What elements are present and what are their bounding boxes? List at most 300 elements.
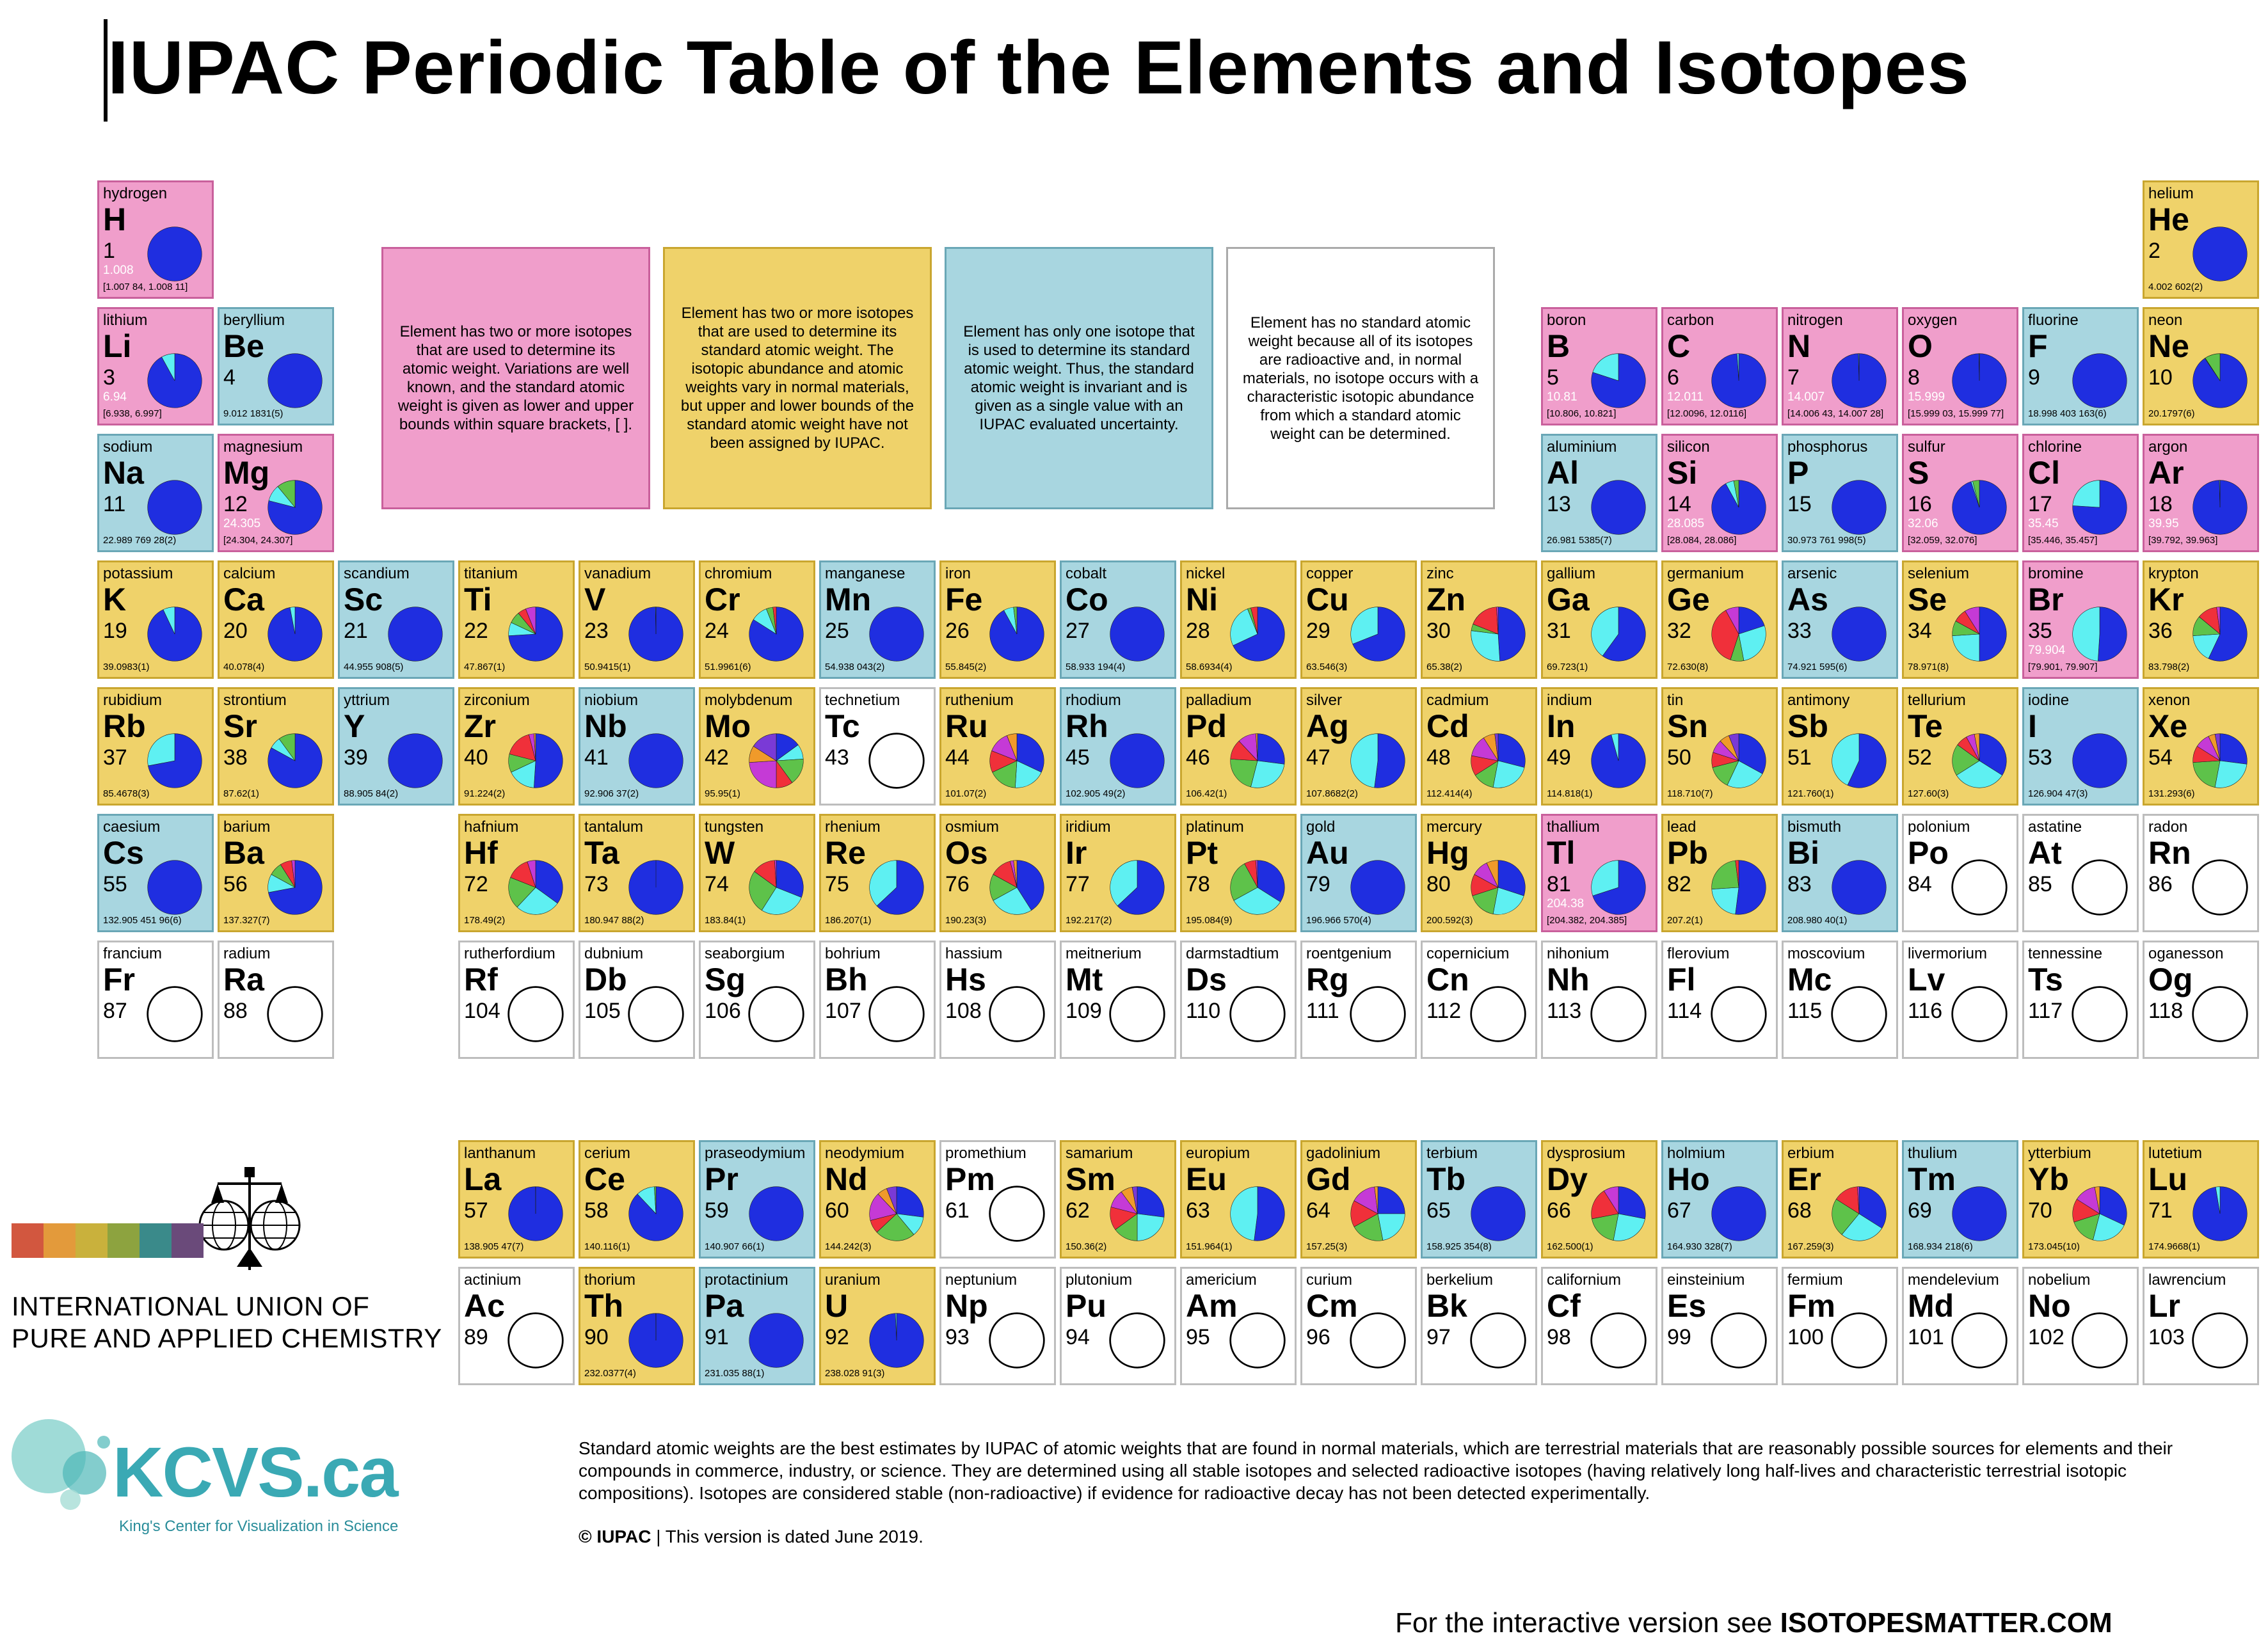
element-symbol: Eu xyxy=(1186,1161,1227,1197)
weight-bounds: 101.07(2) xyxy=(945,788,987,799)
atomic-number: 17 xyxy=(2028,492,2052,516)
element-name: krypton xyxy=(2148,565,2199,582)
element-sc[interactable] xyxy=(338,560,454,679)
element-symbol: Ru xyxy=(945,708,988,744)
element-symbol: Po xyxy=(1908,835,1949,871)
iupac-color-stripes xyxy=(12,1223,204,1261)
isotope-pie-chart xyxy=(1348,1311,1407,1370)
element-kr[interactable] xyxy=(2143,560,2259,679)
element-symbol: Ts xyxy=(2028,962,2063,997)
isotope-pie-chart xyxy=(747,1311,806,1370)
weight-bounds: [79.901, 79.907] xyxy=(2028,662,2098,672)
element-es[interactable] xyxy=(1661,1267,1778,1385)
element-symbol: Mn xyxy=(825,582,872,617)
atomic-number: 28 xyxy=(1186,619,1210,643)
element-zn[interactable] xyxy=(1421,560,1537,679)
element-ru[interactable] xyxy=(939,687,1056,806)
atomic-number: 16 xyxy=(1908,492,1932,516)
iupac-name-line2: PURE AND APPLIED CHEMISTRY xyxy=(12,1323,442,1353)
element-fr[interactable] xyxy=(97,941,214,1059)
element-symbol: Sc xyxy=(344,582,383,617)
element-symbol: Np xyxy=(945,1288,988,1324)
element-se[interactable] xyxy=(1902,560,2018,679)
isotope-pie-chart xyxy=(506,1184,565,1243)
isotope-pie-chart xyxy=(747,858,806,917)
standard-weight: 79.904 xyxy=(2028,644,2066,657)
weight-bounds: [14.006 43, 14.007 28] xyxy=(1787,408,1884,419)
atomic-number: 62 xyxy=(1066,1198,1090,1223)
element-hg[interactable] xyxy=(1421,814,1537,932)
element-symbol: Bk xyxy=(1426,1288,1467,1324)
element-re[interactable] xyxy=(819,814,936,932)
empty-pie xyxy=(1471,987,1526,1042)
element-lr[interactable] xyxy=(2143,1267,2259,1385)
element-name: scandium xyxy=(344,565,410,582)
kcvs-logo-text: KCVS.ca xyxy=(113,1433,397,1512)
element-rb[interactable] xyxy=(97,687,214,806)
empty-pie xyxy=(1832,987,1887,1042)
element-h[interactable] xyxy=(97,180,214,299)
weight-bounds: [6.938, 6.997] xyxy=(103,408,162,419)
element-rn[interactable] xyxy=(2143,814,2259,932)
atomic-number: 29 xyxy=(1306,619,1330,643)
empty-pie xyxy=(1592,1314,1646,1368)
element-np[interactable] xyxy=(939,1267,1056,1385)
element-as[interactable] xyxy=(1782,560,1898,679)
element-xe[interactable] xyxy=(2143,687,2259,806)
element-pm[interactable] xyxy=(939,1140,1056,1259)
isotope-pie-chart xyxy=(1830,731,1889,790)
element-name: actinium xyxy=(464,1271,522,1289)
element-tc[interactable] xyxy=(819,687,936,806)
standard-weight: 32.06 xyxy=(1908,517,1938,530)
weight-bounds: 51.9961(6) xyxy=(705,662,751,672)
isotope-pie-chart xyxy=(2070,1311,2129,1370)
isotope-slice xyxy=(1351,861,1405,915)
element-la[interactable] xyxy=(458,1140,575,1259)
element-cf[interactable] xyxy=(1541,1267,1657,1385)
isotope-pie-chart xyxy=(1469,1184,1528,1243)
copyright xyxy=(579,1527,923,1547)
element-ts[interactable] xyxy=(2022,941,2139,1059)
atomic-number: 24 xyxy=(705,619,729,643)
element-bk[interactable] xyxy=(1421,1267,1537,1385)
weight-bounds: 91.224(2) xyxy=(464,788,506,799)
element-name: tungsten xyxy=(705,818,764,836)
element-po[interactable] xyxy=(1902,814,2018,932)
element-li[interactable] xyxy=(97,307,214,425)
empty-pie xyxy=(268,987,323,1042)
element-b[interactable] xyxy=(1541,307,1657,425)
element-rg[interactable] xyxy=(1300,941,1417,1059)
isotope-pie-chart xyxy=(145,225,204,283)
element-hs[interactable] xyxy=(939,941,1056,1059)
element-symbol: Cu xyxy=(1306,582,1349,617)
element-name: neon xyxy=(2148,312,2183,329)
atomic-number: 70 xyxy=(2028,1198,2052,1223)
isotope-slice xyxy=(2220,734,2247,765)
element-symbol: K xyxy=(103,582,127,617)
element-name: carbon xyxy=(1667,312,1714,329)
isotope-slice xyxy=(1832,861,1887,915)
atomic-number: 31 xyxy=(1547,619,1571,643)
element-al[interactable] xyxy=(1541,434,1657,552)
isotope-slice xyxy=(629,734,683,788)
element-symbol: Bi xyxy=(1787,835,1819,871)
element-mo[interactable] xyxy=(699,687,815,806)
element-eu[interactable] xyxy=(1180,1140,1297,1259)
element-rf[interactable] xyxy=(458,941,575,1059)
element-name: barium xyxy=(223,818,271,836)
isotope-pie-chart xyxy=(867,1311,926,1370)
element-symbol: Ce xyxy=(584,1161,625,1197)
copyright-date: | This version is dated June 2019. xyxy=(651,1527,923,1546)
atomic-number: 106 xyxy=(705,999,741,1023)
atomic-number: 105 xyxy=(584,999,621,1023)
element-pt[interactable] xyxy=(1180,814,1297,932)
element-symbol: Pd xyxy=(1186,708,1227,744)
element-cu[interactable] xyxy=(1300,560,1417,679)
element-am[interactable] xyxy=(1180,1267,1297,1385)
element-symbol: Au xyxy=(1306,835,1349,871)
isotope-slice xyxy=(2215,761,2247,788)
weight-bounds: 87.62(1) xyxy=(223,788,259,799)
isotope-pie-chart xyxy=(1950,985,2009,1044)
element-k[interactable] xyxy=(97,560,214,679)
element-w[interactable] xyxy=(699,814,815,932)
empty-pie xyxy=(2073,1314,2127,1368)
atomic-number: 38 xyxy=(223,745,248,770)
element-pr[interactable] xyxy=(699,1140,815,1259)
isotope-slice xyxy=(1110,734,1165,788)
atomic-number: 81 xyxy=(1547,872,1571,896)
atomic-number: 87 xyxy=(103,999,127,1023)
element-name: gold xyxy=(1306,818,1336,836)
element-ga[interactable] xyxy=(1541,560,1657,679)
isotope-slice xyxy=(749,1314,804,1368)
element-o[interactable] xyxy=(1902,307,2018,425)
element-be[interactable] xyxy=(218,307,334,425)
element-tb[interactable] xyxy=(1421,1140,1537,1259)
isotope-slice xyxy=(1231,1187,1258,1241)
element-rh[interactable] xyxy=(1060,687,1176,806)
element-symbol: Se xyxy=(1908,582,1947,617)
empty-pie xyxy=(1953,1314,2007,1368)
legend-pink xyxy=(381,247,650,509)
weight-bounds: 232.0377(4) xyxy=(584,1368,636,1379)
kcvs-logo-icon xyxy=(9,1410,118,1519)
element-fm[interactable] xyxy=(1782,1267,1898,1385)
isotope-slice xyxy=(2193,227,2248,282)
element-symbol: Pt xyxy=(1186,835,1218,871)
element-pb[interactable] xyxy=(1661,814,1778,932)
element-v[interactable] xyxy=(579,560,695,679)
element-sb[interactable] xyxy=(1782,687,1898,806)
isotope-slice xyxy=(897,1187,923,1218)
element-symbol: Sr xyxy=(223,708,257,744)
element-sg[interactable] xyxy=(699,941,815,1059)
element-si[interactable] xyxy=(1661,434,1778,552)
atomic-number: 101 xyxy=(1908,1325,1944,1349)
element-lu[interactable] xyxy=(2143,1140,2259,1259)
element-symbol: La xyxy=(464,1161,502,1197)
empty-pie xyxy=(1231,1314,1285,1368)
element-y[interactable] xyxy=(338,687,454,806)
element-bi[interactable] xyxy=(1782,814,1898,932)
element-tl[interactable] xyxy=(1541,814,1657,932)
isotope-pie-chart xyxy=(506,858,565,917)
element-ni[interactable] xyxy=(1180,560,1297,679)
element-db[interactable] xyxy=(579,941,695,1059)
weight-bounds: 74.921 595(6) xyxy=(1787,662,1848,672)
element-ir[interactable] xyxy=(1060,814,1176,932)
isotope-pie-chart xyxy=(506,731,565,790)
isotope-slice xyxy=(1375,734,1405,788)
element-cm[interactable] xyxy=(1300,1267,1417,1385)
element-cl[interactable] xyxy=(2022,434,2139,552)
element-i[interactable] xyxy=(2022,687,2139,806)
element-os[interactable] xyxy=(939,814,1056,932)
element-symbol: Sm xyxy=(1066,1161,1115,1197)
atomic-number: 19 xyxy=(103,619,127,643)
element-symbol: Tm xyxy=(1908,1161,1956,1197)
weight-bounds: 44.955 908(5) xyxy=(344,662,404,672)
isotope-pie-chart xyxy=(1228,1311,1287,1370)
element-symbol: Mc xyxy=(1787,962,1832,997)
weight-bounds: 112.414(4) xyxy=(1426,788,1473,799)
element-nb[interactable] xyxy=(579,687,695,806)
element-symbol: Sn xyxy=(1667,708,1708,744)
element-symbol: Ar xyxy=(2148,455,2184,491)
atomic-number: 15 xyxy=(1787,492,1812,516)
atomic-number: 93 xyxy=(945,1325,970,1349)
element-er[interactable] xyxy=(1782,1140,1898,1259)
element-name: aluminium xyxy=(1547,438,1617,456)
isotope-slice xyxy=(2073,354,2127,408)
element-ta[interactable] xyxy=(579,814,695,932)
isotope-pie-chart xyxy=(987,858,1046,917)
isotope-pie-chart xyxy=(867,858,926,917)
atomic-number: 96 xyxy=(1306,1325,1330,1349)
atomic-number: 30 xyxy=(1426,619,1451,643)
isotope-pie-chart xyxy=(1108,1311,1167,1370)
element-symbol: Rb xyxy=(103,708,146,744)
element-name: livermorium xyxy=(1908,945,1988,962)
element-symbol: As xyxy=(1787,582,1828,617)
element-co[interactable] xyxy=(1060,560,1176,679)
isotope-pie-chart xyxy=(987,605,1046,663)
element-in[interactable] xyxy=(1541,687,1657,806)
element-n[interactable] xyxy=(1782,307,1898,425)
element-mc[interactable] xyxy=(1782,941,1898,1059)
element-no[interactable] xyxy=(2022,1267,2139,1385)
isotope-pie-chart xyxy=(145,478,204,537)
element-cn[interactable] xyxy=(1421,941,1537,1059)
element-dy[interactable] xyxy=(1541,1140,1657,1259)
weight-bounds: 186.207(1) xyxy=(825,915,872,926)
element-sn[interactable] xyxy=(1661,687,1778,806)
element-name: lead xyxy=(1667,818,1697,836)
element-symbol: F xyxy=(2028,328,2048,364)
element-symbol: Og xyxy=(2148,962,2193,997)
element-og[interactable] xyxy=(2143,941,2259,1059)
element-tm[interactable] xyxy=(1902,1140,2018,1259)
element-name: radon xyxy=(2148,818,2188,836)
weight-bounds: [35.446, 35.457] xyxy=(2028,535,2098,546)
element-au[interactable] xyxy=(1300,814,1417,932)
isotope-pie-chart xyxy=(1469,985,1528,1044)
element-cs[interactable] xyxy=(97,814,214,932)
element-name: hafnium xyxy=(464,818,519,836)
legend-white-text: Element has no standard atomic weight because all of its isotopes are radioactive and, in normal materials, no isotope occurs with a characteristic isotopic abundance from which a standard atomic weight can be determined. xyxy=(1242,314,1479,443)
element-fl[interactable] xyxy=(1661,941,1778,1059)
element-name: germanium xyxy=(1667,565,1745,582)
empty-pie xyxy=(2193,987,2248,1042)
weight-bounds: 144.242(3) xyxy=(825,1241,872,1252)
element-ca[interactable] xyxy=(218,560,334,679)
element-c[interactable] xyxy=(1661,307,1778,425)
weight-bounds: 40.078(4) xyxy=(223,662,265,672)
isotope-pie-chart xyxy=(1830,351,1889,410)
empty-pie xyxy=(1351,1314,1405,1368)
element-ti[interactable] xyxy=(458,560,575,679)
element-symbol: Mo xyxy=(705,708,751,744)
atomic-number: 73 xyxy=(584,872,609,896)
atomic-number: 83 xyxy=(1787,872,1812,896)
element-hf[interactable] xyxy=(458,814,575,932)
weight-bounds: [24.304, 24.307] xyxy=(223,535,293,546)
weight-bounds: 18.998 403 163(6) xyxy=(2028,408,2107,419)
atomic-number: 103 xyxy=(2148,1325,2185,1349)
isotope-pie-chart xyxy=(1709,1311,1768,1370)
element-br[interactable] xyxy=(2022,560,2139,679)
element-symbol: Y xyxy=(344,708,365,744)
weight-bounds: 137.327(7) xyxy=(223,915,270,926)
isotope-pie-chart xyxy=(1589,478,1648,537)
element-u[interactable] xyxy=(819,1267,936,1385)
element-pa[interactable] xyxy=(699,1267,815,1385)
isotope-slice xyxy=(1618,1187,1645,1219)
element-th[interactable] xyxy=(579,1267,695,1385)
weight-bounds: 20.1797(6) xyxy=(2148,408,2195,419)
element-pu[interactable] xyxy=(1060,1267,1176,1385)
element-ge[interactable] xyxy=(1661,560,1778,679)
isotope-pie-chart xyxy=(2191,1311,2249,1370)
element-ar[interactable] xyxy=(2143,434,2259,552)
atomic-number: 6 xyxy=(1667,365,1679,390)
element-fe[interactable] xyxy=(939,560,1056,679)
element-name: rhodium xyxy=(1066,692,1121,709)
element-name: mercury xyxy=(1426,818,1482,836)
element-name: magnesium xyxy=(223,438,303,456)
element-symbol: Th xyxy=(584,1288,624,1324)
element-ba[interactable] xyxy=(218,814,334,932)
element-na[interactable] xyxy=(97,434,214,552)
element-symbol: B xyxy=(1547,328,1570,364)
element-nd[interactable] xyxy=(819,1140,936,1259)
element-cr[interactable] xyxy=(699,560,815,679)
weight-bounds: [32.059, 32.076] xyxy=(1908,535,1977,546)
isotope-slice xyxy=(388,607,443,662)
element-he[interactable] xyxy=(2143,180,2259,299)
weight-bounds: 162.500(1) xyxy=(1547,1241,1593,1252)
element-ds[interactable] xyxy=(1180,941,1297,1059)
element-name: gadolinium xyxy=(1306,1145,1381,1162)
element-f[interactable] xyxy=(2022,307,2139,425)
element-name: zinc xyxy=(1426,565,1454,582)
atomic-number: 9 xyxy=(2028,365,2040,390)
element-symbol: Na xyxy=(103,455,144,491)
element-sr[interactable] xyxy=(218,687,334,806)
element-mt[interactable] xyxy=(1060,941,1176,1059)
atomic-number: 113 xyxy=(1547,999,1582,1023)
isotope-pie-chart xyxy=(747,1184,806,1243)
isotope-pie-chart xyxy=(145,605,204,663)
element-symbol: Tb xyxy=(1426,1161,1466,1197)
element-s[interactable] xyxy=(1902,434,2018,552)
element-md[interactable] xyxy=(1902,1267,2018,1385)
isotope-slice xyxy=(749,1187,804,1241)
weight-bounds: [39.792, 39.963] xyxy=(2148,535,2218,546)
element-gd[interactable] xyxy=(1300,1140,1417,1259)
element-bh[interactable] xyxy=(819,941,936,1059)
element-ra[interactable] xyxy=(218,941,334,1059)
element-mg[interactable] xyxy=(218,434,334,552)
isotope-pie-chart xyxy=(747,731,806,790)
element-cd[interactable] xyxy=(1421,687,1537,806)
stripe-swatch xyxy=(140,1223,172,1258)
element-ne[interactable] xyxy=(2143,307,2259,425)
atomic-number: 100 xyxy=(1787,1325,1824,1349)
element-symbol: Hf xyxy=(464,835,498,871)
element-yb[interactable] xyxy=(2022,1140,2139,1259)
isotope-pie-chart xyxy=(2191,478,2249,537)
element-ag[interactable] xyxy=(1300,687,1417,806)
isotope-pie-chart xyxy=(627,1184,685,1243)
element-name: ruthenium xyxy=(945,692,1014,709)
weight-bounds: 140.907 66(1) xyxy=(705,1241,765,1252)
element-symbol: Rg xyxy=(1306,962,1349,997)
element-name: yttrium xyxy=(344,692,390,709)
element-p[interactable] xyxy=(1782,434,1898,552)
interactive-link[interactable]: ISOTOPESMATTER.COM xyxy=(1780,1607,2112,1639)
element-nh[interactable] xyxy=(1541,941,1657,1059)
element-ce[interactable] xyxy=(579,1140,695,1259)
element-symbol: Bh xyxy=(825,962,868,997)
isotope-pie-chart xyxy=(266,985,324,1044)
element-ho[interactable] xyxy=(1661,1140,1778,1259)
element-at[interactable] xyxy=(2022,814,2139,932)
element-name: dysprosium xyxy=(1547,1145,1625,1162)
element-sm[interactable] xyxy=(1060,1140,1176,1259)
element-mn[interactable] xyxy=(819,560,936,679)
isotope-pie-chart xyxy=(867,1184,926,1243)
element-te[interactable] xyxy=(1902,687,2018,806)
element-symbol: Cf xyxy=(1547,1288,1581,1324)
weight-bounds: 200.592(3) xyxy=(1426,915,1473,926)
element-ac[interactable] xyxy=(458,1267,575,1385)
element-zr[interactable] xyxy=(458,687,575,806)
element-symbol: Nb xyxy=(584,708,627,744)
atomic-number: 37 xyxy=(103,745,127,770)
element-lv[interactable] xyxy=(1902,941,2018,1059)
element-pd[interactable] xyxy=(1180,687,1297,806)
standard-weight: 35.45 xyxy=(2028,517,2059,530)
atomic-number: 7 xyxy=(1787,365,1800,390)
element-symbol: Ne xyxy=(2148,328,2189,364)
atomic-number: 97 xyxy=(1426,1325,1451,1349)
isotope-pie-chart xyxy=(1228,858,1287,917)
